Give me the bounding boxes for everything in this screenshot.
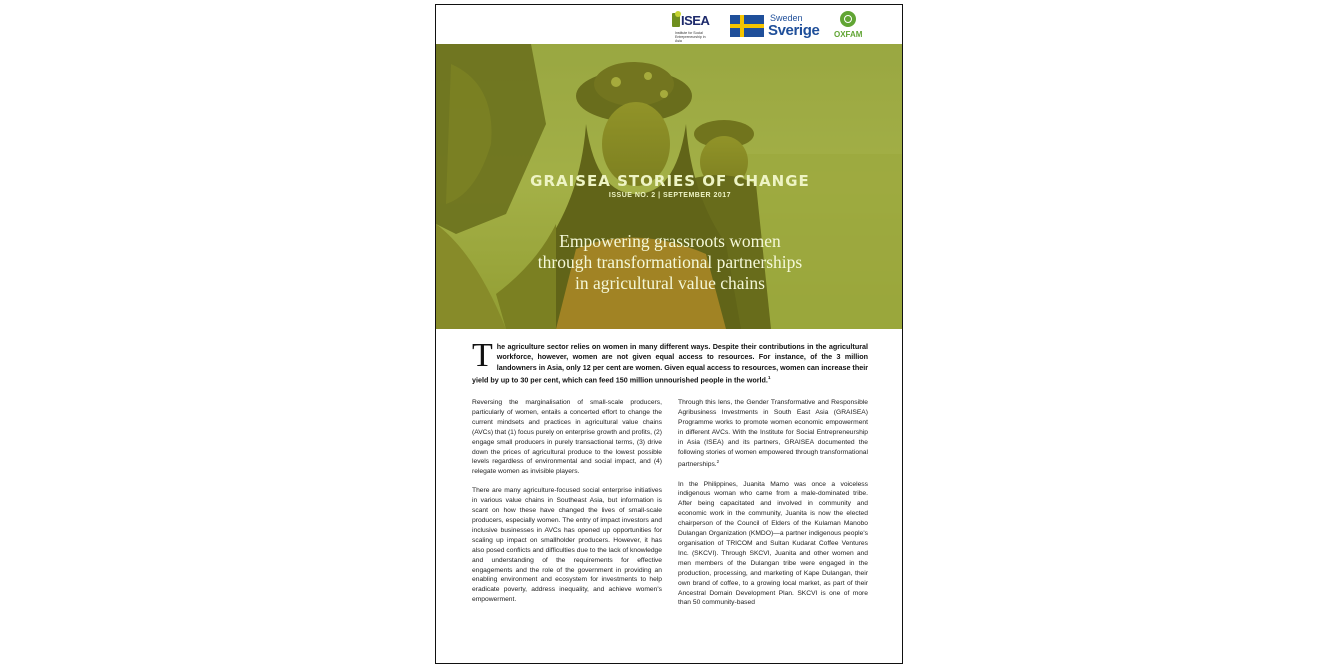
isea-logo-name: ISEA bbox=[681, 13, 710, 28]
hero-banner bbox=[436, 44, 903, 329]
hero-headline-line: Empowering grassroots women bbox=[559, 231, 781, 251]
body-column-left bbox=[472, 398, 662, 614]
hero-headline-line: in agricultural value chains bbox=[575, 273, 765, 293]
body-paragraph: In the Philippines, Juanita Mamo was once a voiceless indigenous woman who came from a male-dominated tribe. After being capacitated and involved in community and economic work in the community, Juanita is now the elected chairperson of the Council of Elders of the Kulaman Manobo Dulangan Organization (KMDO)—a partner indigenous people's organisation of TRICOM and Sultan Kudarat Coffee Ventures Inc. (SKCVI). Through SKCVI, Juanita and other women and men members of the Dulangan tribe were engaged in the production, processing, and marketing of Kape Dulangan, their own brand of coffee, to a growing local market, as part of their Ancestral Domain Development Plan. SKCVI is one of more than 50 community-based bbox=[678, 480, 868, 607]
oxfam-logo bbox=[834, 11, 864, 45]
footnote-marker: 1 bbox=[767, 375, 771, 381]
drop-cap: T bbox=[472, 337, 493, 374]
sweden-logo-line2: Sverige bbox=[768, 22, 820, 39]
body-paragraph: There are many agriculture-focused social enterprise initiatives in various value chains in Southeast Asia, but information is scant on how these have changed the lives of small-scale producers, especially women. The entry of impact investors and inclusive businesses in AVCs has opened up opportunities for scaling up impact on smallholder producers. However, it has also posed conflicts and difficulties due to the lack of knowledge and understanding of the requirements for effective engagements and the role of the government in providing an enabling environment and ecosystem for investments to help eradicate poverty, address inequality, and achieve women's empowerment. bbox=[472, 487, 662, 604]
hero-headline-line: through transformational partnerships bbox=[537, 252, 803, 272]
lead-text: he agriculture sector relies on women in many different ways. Despite their contributions in the agricultural workforce, however, women are not given equal access to resources. For instance, of the 3 million landowners in Asia, only 12 per cent are women. Given equal access to resources, women can increase their yield by up to 30 per cent, which can feed 150 million unnourished people in the world. bbox=[472, 342, 869, 385]
footnote-marker: 2 bbox=[716, 459, 720, 465]
oxfam-logo-name: OXFAM bbox=[834, 30, 863, 39]
document-page bbox=[435, 4, 903, 664]
lead-paragraph bbox=[472, 337, 869, 386]
isea-logo-tagline: Institute for Social Entrepreneurship in Asia bbox=[675, 31, 706, 43]
oxfam-circle-icon bbox=[840, 11, 856, 27]
header-logos bbox=[436, 5, 902, 45]
body-paragraph: Reversing the marginalisation of small-scale producers, particularly of women, entails a concerted effort to change the current mindsets and practices in agricultural value chains (AVCs) that (1) focus purely on enterprise growth and profits, (2) engage small producers in purely transactional terms, (3) drive down the prices of agricultural produce to the lowest possible levels regardless of environmental and social impact, and (4) relegate women as invisible players. bbox=[472, 399, 662, 476]
body-paragraph bbox=[678, 398, 868, 471]
hero-headline bbox=[476, 231, 864, 294]
sweden-logo-line1: Sweden bbox=[770, 13, 803, 23]
issue-line: ISSUE NO. 2 | SEPTEMBER 2017 bbox=[608, 192, 732, 199]
swedish-flag-icon bbox=[730, 15, 764, 37]
body-paragraph-text: Through this lens, the Gender Transformative and Responsible Agribusiness Investments in South East Asia (GRAISEA) Programme works to promote women economic empowerment in different AVCs. With the Institute for Social Entrepreneurship in Asia (ISEA) and its partners, GRAISEA documented the following stories of women empowered through transformational partnerships. bbox=[678, 399, 868, 469]
sweden-sverige-logo bbox=[730, 11, 822, 43]
series-title: GRAISEA STORIES OF CHANGE bbox=[530, 172, 810, 190]
isea-logo bbox=[672, 11, 716, 43]
body-column-right bbox=[678, 398, 868, 617]
